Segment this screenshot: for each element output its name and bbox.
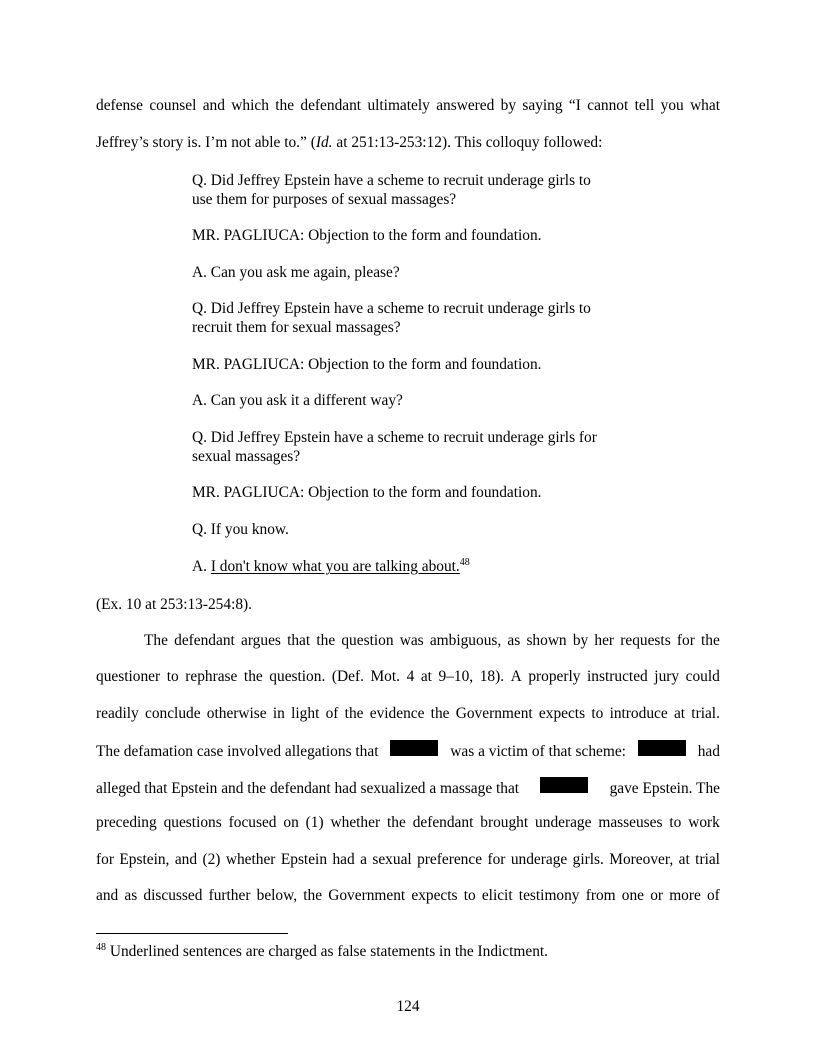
word: “I: [568, 97, 581, 114]
word: light: [291, 705, 320, 722]
word: Epstein: [280, 851, 328, 868]
word: otherwise: [206, 705, 267, 722]
word: to: [166, 668, 179, 685]
word: one: [621, 887, 645, 904]
footnote-text: Underlined sentences are charged as false statements in the Indictment.: [106, 943, 549, 960]
word: questions: [163, 814, 222, 831]
word: preceding: [96, 814, 157, 831]
word: conclude: [144, 705, 201, 722]
word: brought: [480, 814, 529, 831]
paragraph-line-4-c: had: [697, 743, 720, 760]
word: and: [96, 887, 119, 904]
word: the: [316, 632, 336, 649]
word: underage: [510, 851, 568, 868]
body-line-2-rest: at 251:13-253:12). This colloquy followed:: [332, 134, 603, 151]
colloquy-q1-line1: Q. Did Jeffrey Epstein have a scheme to recruit underage girls to: [192, 172, 591, 189]
word: could: [685, 668, 720, 685]
word: from: [585, 887, 616, 904]
word: had: [332, 851, 355, 868]
word: what: [690, 97, 720, 114]
colloquy-objection-2: MR. PAGLIUCA: Objection to the form and foundation.: [192, 356, 542, 373]
word: whether: [330, 814, 381, 831]
body-line-2-text: Jeffrey’s story is. I’m not able to.” (: [96, 134, 316, 151]
footnote-number: 48: [96, 942, 106, 953]
word: sexual: [372, 851, 412, 868]
word: work: [688, 814, 720, 831]
footnote-separator: [96, 933, 288, 934]
colloquy-a1: A. Can you ask me again, please?: [192, 264, 400, 281]
colloquy-a2: A. Can you ask it a different way?: [192, 392, 403, 409]
word: trial.: [691, 705, 720, 722]
word: the: [243, 668, 263, 685]
paragraph-line-5-b: gave Epstein. The: [609, 780, 720, 797]
word: evidence: [369, 705, 425, 722]
word: Government: [455, 705, 533, 722]
word: The: [144, 632, 168, 649]
word: ultimately: [367, 97, 430, 114]
word: counsel: [149, 97, 197, 114]
word: readily: [96, 705, 139, 722]
colloquy-q3-line1: Q. Did Jeffrey Epstein have a scheme to recruit underage girls for: [192, 429, 597, 446]
word: as: [507, 632, 521, 649]
word: underage: [535, 814, 592, 831]
word: in: [272, 705, 285, 722]
paragraph-line-3: [96, 704, 720, 724]
colloquy-q1-line2: use them for purposes of sexual massages?: [192, 191, 457, 208]
word: the: [701, 632, 720, 649]
word: defense: [96, 97, 143, 114]
word: elicit: [481, 887, 513, 904]
word: (2): [202, 851, 221, 868]
word: rephrase: [185, 668, 238, 685]
paragraph-line-4: [96, 740, 720, 762]
id-citation: Id.: [315, 134, 333, 151]
word: A: [510, 668, 522, 685]
word: shown: [526, 632, 567, 649]
paragraph-line-5: [96, 777, 720, 799]
word: instructed: [587, 668, 648, 685]
paragraph-line-7: [96, 850, 720, 870]
word: or: [650, 887, 664, 904]
paragraph-line-6: [96, 813, 720, 833]
paragraph-line-5-a: alleged that Epstein and the defendant had sexualized a massage that: [96, 780, 520, 797]
word: for: [487, 851, 506, 868]
colloquy-objection-3: MR. PAGLIUCA: Objection to the form and foundation.: [192, 484, 542, 501]
word: question: [341, 632, 394, 649]
word: 9–10,: [438, 668, 474, 685]
word: you: [660, 97, 684, 114]
word: Moreover,: [609, 851, 674, 868]
word: below,: [256, 887, 298, 904]
word: introduce: [609, 705, 668, 722]
word: tell: [634, 97, 655, 114]
word: more: [669, 887, 701, 904]
word: the: [275, 97, 295, 114]
colloquy-q3-line2: sexual massages?: [192, 448, 301, 465]
word: saying: [522, 97, 563, 114]
paragraph-line-2: [96, 667, 720, 687]
word: on: [283, 814, 299, 831]
word: at: [678, 851, 690, 868]
word: to: [669, 814, 682, 831]
word: for: [96, 851, 114, 868]
word: the: [344, 705, 364, 722]
word: ambiguous,: [429, 632, 502, 649]
word: as: [124, 887, 138, 904]
footnote-ref-48: 48: [459, 557, 470, 568]
word: 4: [406, 668, 415, 685]
word: question.: [269, 668, 326, 685]
colloquy-objection-1: MR. PAGLIUCA: Objection to the form and foundation.: [192, 227, 542, 244]
word: properly: [528, 668, 581, 685]
body-line-1: [96, 96, 720, 116]
paragraph-line-4-b: was a victim of that scheme:: [450, 743, 626, 760]
word: requests: [620, 632, 671, 649]
word: and: [202, 97, 225, 114]
word: 18).: [479, 668, 505, 685]
word: Government: [328, 887, 406, 904]
word: at: [673, 705, 686, 722]
word: discussed: [143, 887, 203, 904]
word: jury: [654, 668, 680, 685]
word: masseuses: [598, 814, 663, 831]
word: trial: [695, 851, 720, 868]
word: was: [399, 632, 424, 649]
word: (Def.: [331, 668, 364, 685]
word: the: [430, 705, 450, 722]
word: for: [676, 632, 695, 649]
word: the: [303, 887, 323, 904]
word: a: [360, 851, 367, 868]
underlined-false-statement: I don't know what you are talking about.: [210, 558, 460, 575]
colloquy-a4-prefix: A.: [192, 558, 211, 575]
word: by: [500, 97, 517, 114]
redaction-box: [390, 740, 438, 756]
word: whether: [225, 851, 276, 868]
word: her: [594, 632, 615, 649]
word: which: [231, 97, 269, 114]
word: focused: [228, 814, 277, 831]
word: (1): [305, 814, 324, 831]
word: defendant: [300, 97, 362, 114]
word: to: [463, 887, 476, 904]
word: the: [386, 814, 406, 831]
word: questioner: [96, 668, 161, 685]
word: of: [706, 887, 720, 904]
word: defendant: [412, 814, 474, 831]
word: expects: [411, 887, 458, 904]
word: argues: [241, 632, 281, 649]
colloquy-a4: [192, 557, 632, 576]
word: Mot.: [370, 668, 400, 685]
exhibit-citation: (Ex. 10 at 253:13-254:8).: [96, 596, 253, 613]
word: of: [325, 705, 339, 722]
word: further: [208, 887, 251, 904]
word: Epstein,: [119, 851, 170, 868]
page-number: 124: [396, 998, 420, 1015]
redaction-box: [638, 740, 686, 756]
colloquy-q2-line1: Q. Did Jeffrey Epstein have a scheme to recruit underage girls to: [192, 300, 591, 317]
paragraph-line-8: [96, 886, 720, 906]
word: answered: [436, 97, 495, 114]
word: expects: [538, 705, 586, 722]
word: to: [591, 705, 604, 722]
word: by: [572, 632, 589, 649]
paragraph-line-4-a: The defamation case involved allegations that: [96, 743, 379, 760]
colloquy-q2-line2: recruit them for sexual massages?: [192, 319, 401, 336]
word: and: [174, 851, 198, 868]
word: cannot: [587, 97, 629, 114]
word: girls.: [572, 851, 604, 868]
footnote-48: [96, 942, 720, 962]
word: at: [420, 668, 432, 685]
colloquy-q4: Q. If you know.: [192, 521, 289, 538]
body-line-2: [96, 133, 720, 153]
paragraph-line-1: [96, 631, 720, 651]
word: preference: [417, 851, 483, 868]
word: that: [287, 632, 311, 649]
word: testimony: [518, 887, 580, 904]
redaction-box: [540, 777, 588, 793]
word: defendant: [174, 632, 235, 649]
